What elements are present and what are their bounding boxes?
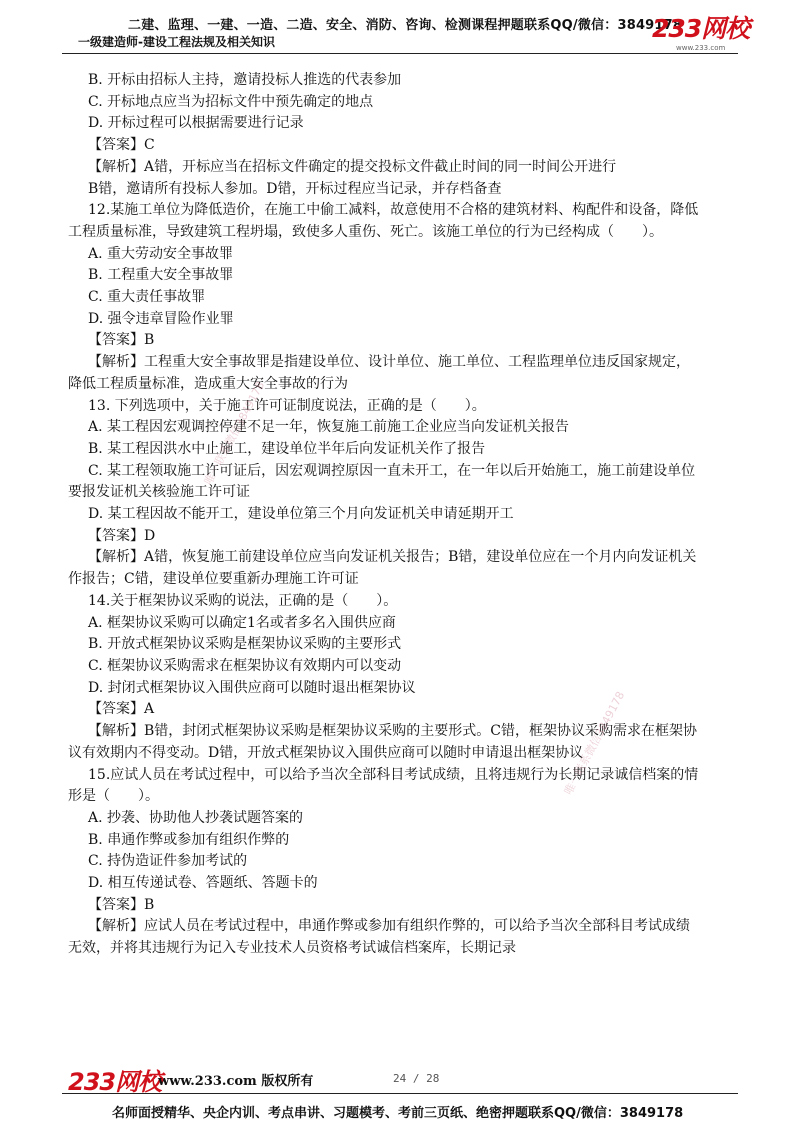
text-line: C. 某工程领取施工许可证后，因宏观调控原因一直未开工，在一年以后开始施工，施工前建设单位 — [88, 462, 696, 479]
watermark: 唯一联系微信3849178 — [201, 379, 268, 488]
document-body — [68, 70, 744, 960]
footer-rule — [62, 1093, 738, 1094]
text-line: D. 某工程因故不能开工，建设单位第三个月向发证机关申请延期开工 — [88, 506, 514, 523]
text-line: 【答案】B — [88, 896, 155, 913]
text-line: 工程质量标准，导致建筑工程坍塌，致使多人重伤、死亡。该施工单位的行为已经构成（ ）。 — [68, 223, 663, 240]
text-line: B错，邀请所有投标人参加。D错，开标过程应当记录，并存档备查 — [88, 180, 502, 197]
text-line: 【答案】B — [88, 332, 155, 349]
text-line: 12.某施工单位为降低造价，在施工中偷工减料，故意使用不合格的建筑材料、构配件和设备，降低 — [88, 202, 699, 219]
text-line: D. 强令违章冒险作业罪 — [88, 310, 234, 327]
text-line: 作报告；C错，建设单位要重新办理施工许可证 — [68, 571, 359, 588]
page-number: 24 / 28 — [393, 1072, 440, 1085]
text-line: B. 开标由招标人主持，邀请投标人推选的代表参加 — [88, 72, 402, 88]
text-line: D. 相互传递试卷、答题纸、答题卡的 — [88, 875, 318, 892]
text-line: C. 持伪造证件参加考试的 — [88, 853, 248, 870]
text-line: D. 开标过程可以根据需要进行记录 — [88, 115, 304, 132]
watermark: 唯一联系微信3849178 — [561, 689, 628, 798]
text-line: 15.应试人员在考试过程中，可以给予当次全部科目考试成绩，且将违规行为长期记录诚信档案的情 — [88, 766, 699, 783]
text-line: B. 开放式框架协议采购是框架协议采购的主要形式 — [88, 636, 402, 653]
text-line: B. 某工程因洪水中止施工，建设单位半年后向发证机关作了报告 — [88, 440, 486, 457]
text-line: C. 重大责任事故罪 — [88, 289, 206, 306]
brand-logo-url: www.233.com — [676, 44, 726, 52]
text-line: 13. 下列选项中，关于施工许可证制度说法，正确的是（ ）。 — [88, 397, 486, 414]
text-line: C. 框架协议采购需求在框架协议有效期内可以变动 — [88, 657, 402, 674]
text-line: B. 工程重大安全事故罪 — [88, 267, 234, 284]
text-line: 【答案】A — [88, 701, 155, 718]
text-line: 【解析】工程重大安全事故罪是指建设单位、设计单位、施工单位、工程监理单位违反国家规定， — [88, 354, 690, 371]
footer-promo-line: 名师面授精华、央企内训、考点串讲、习题模考、考前三页纸、绝密押题联系QQ/微信：3849178 — [112, 1106, 684, 1121]
text-line: 【解析】应试人员在考试过程中，串通作弊或参加有组织作弊的，可以给予当次全部科目考试成绩 — [88, 918, 690, 935]
text-line: 降低工程质量标准，造成重大安全事故的行为 — [68, 375, 348, 392]
header-rule — [62, 53, 738, 54]
text-line: A. 重大劳动安全事故罪 — [88, 245, 234, 262]
header-subtitle: 一级建造师-建设工程法规及相关知识 — [78, 35, 275, 49]
brand-logo: 233网校 — [652, 14, 750, 43]
text-line: 要报发证机关核验施工许可证 — [68, 484, 250, 501]
text-line: 【答案】D — [88, 527, 156, 544]
text-line: 14.关于框架协议采购的说法，正确的是（ ）。 — [88, 592, 398, 609]
text-line: 议有效期内不得变动。D错，开放式框架协议入围供应商可以随时申请退出框架协议 — [68, 744, 584, 761]
footer-copyright: www.233.com 版权所有 — [158, 1074, 314, 1089]
text-line: 【解析】A错，开标应当在招标文件确定的提交投标文件截止时间的同一时间公开进行 — [88, 158, 617, 175]
text-line: A. 某工程因宏观调控停建不足一年，恢复施工前施工企业应当向发证机关报告 — [88, 419, 570, 436]
text-line: A. 框架协议采购可以确定1名或者多名入围供应商 — [88, 614, 396, 631]
header-top-line: 二建、监理、一建、一造、二造、安全、消防、咨询、检测课程押题联系QQ/微信：3849178 — [128, 18, 683, 33]
text-line: 无效，并将其违规行为记入专业技术人员资格考试诚信档案库，长期记录 — [68, 940, 516, 957]
text-line: 【答案】C — [88, 137, 155, 154]
text-line: B. 串通作弊或参加有组织作弊的 — [88, 831, 290, 848]
footer-logo: 233网校 — [68, 1068, 162, 1096]
text-line: 形是（ ）。 — [68, 788, 159, 805]
text-line: 【解析】A错，恢复施工前建设单位应当向发证机关报告；B错，建设单位应在一个月内向发证机关 — [88, 549, 697, 566]
text-line: D. 封闭式框架协议入围供应商可以随时退出框架协议 — [88, 679, 416, 696]
text-line: C. 开标地点应当为招标文件中预先确定的地点 — [88, 93, 374, 110]
text-line: 【解析】B错，封闭式框架协议采购是框架协议采购的主要形式。C错，框架协议采购需求在框架协 — [88, 723, 697, 740]
text-line: A. 抄袭、协助他人抄袭试题答案的 — [88, 809, 304, 826]
